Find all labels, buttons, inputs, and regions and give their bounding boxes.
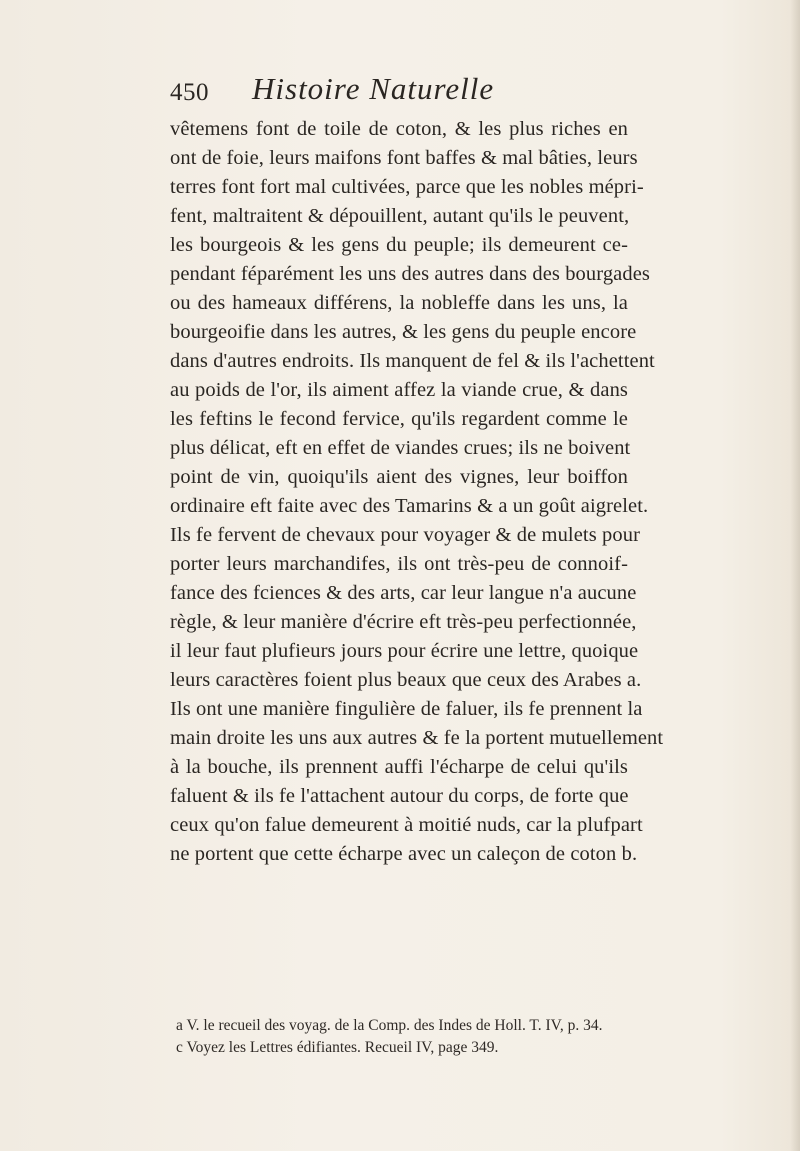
body-text bbox=[170, 115, 664, 869]
footnote: a V. le recueil des voyag. de la Comp. des Indes de Holl. T. IV, p. 34. bbox=[176, 1017, 603, 1034]
page-number: 450 bbox=[170, 79, 209, 106]
text-line: leurs caractères foient plus beaux que ceux des Arabes a. bbox=[170, 669, 642, 691]
text-line: bourgeoifie dans les autres, & les gens du peuple encore bbox=[170, 321, 637, 343]
text-line: il leur faut plufieurs jours pour écrire une lettre, quoique bbox=[170, 640, 639, 662]
footnotes bbox=[176, 1015, 646, 1059]
running-title: Histoire Naturelle bbox=[252, 71, 495, 106]
text-line: fent, maltraitent & dépouillent, autant qu'ils le peuvent, bbox=[170, 205, 630, 227]
text-line: Ils fe fervent de chevaux pour voyager & de mulets pour bbox=[170, 524, 641, 546]
text-line: pendant féparément les uns des autres dans des bourgades bbox=[170, 263, 650, 285]
text-line: les feftins le fecond fervice, qu'ils regardent comme le bbox=[170, 408, 628, 430]
text-line: ou des hameaux différens, la nobleffe dans les uns, la bbox=[170, 292, 628, 314]
text-line: au poids de l'or, ils aiment affez la viande crue, & dans bbox=[170, 379, 628, 401]
text-line: plus délicat, eft en effet de viandes crues; ils ne boivent bbox=[170, 437, 631, 459]
text-line: point de vin, quoiqu'ils aient des vignes, leur boiffon bbox=[170, 466, 628, 488]
page-header bbox=[170, 71, 630, 111]
text-line: porter leurs marchandifes, ils ont très-peu de connoif- bbox=[170, 553, 628, 575]
text-line: faluent & ils fe l'attachent autour du corps, de forte que bbox=[170, 785, 629, 807]
text-line: Ils ont une manière fingulière de faluer, ils fe prennent la bbox=[170, 698, 643, 720]
text-line: ont de foie, leurs maifons font baffes & mal bâties, leurs bbox=[170, 147, 638, 169]
text-line: main droite les uns aux autres & fe la portent mutuellement bbox=[170, 727, 664, 749]
text-line: règle, & leur manière d'écrire eft très-peu perfectionnée, bbox=[170, 611, 637, 633]
text-line: dans d'autres endroits. Ils manquent de fel & ils l'achettent bbox=[170, 350, 655, 372]
text-line: ne portent que cette écharpe avec un caleçon de coton b. bbox=[170, 843, 638, 865]
text-line: ceux qu'on falue demeurent à moitié nuds, car la plufpart bbox=[170, 814, 643, 836]
text-line: fance des fciences & des arts, car leur langue n'a aucune bbox=[170, 582, 637, 604]
text-line: vêtemens font de toile de coton, & les plus riches en bbox=[170, 118, 628, 140]
text-line: terres font fort mal cultivées, parce que les nobles mépri- bbox=[170, 176, 644, 198]
text-line: à la bouche, ils prennent auffi l'écharpe de celui qu'ils bbox=[170, 756, 628, 778]
page-edge-shadow bbox=[790, 0, 800, 1151]
text-line: ordinaire eft faite avec des Tamarins & a un goût aigrelet. bbox=[170, 495, 649, 517]
text-line: les bourgeois & les gens du peuple; ils demeurent ce- bbox=[170, 234, 628, 256]
footnote: c Voyez les Lettres édifiantes. Recueil IV, page 349. bbox=[176, 1039, 499, 1056]
